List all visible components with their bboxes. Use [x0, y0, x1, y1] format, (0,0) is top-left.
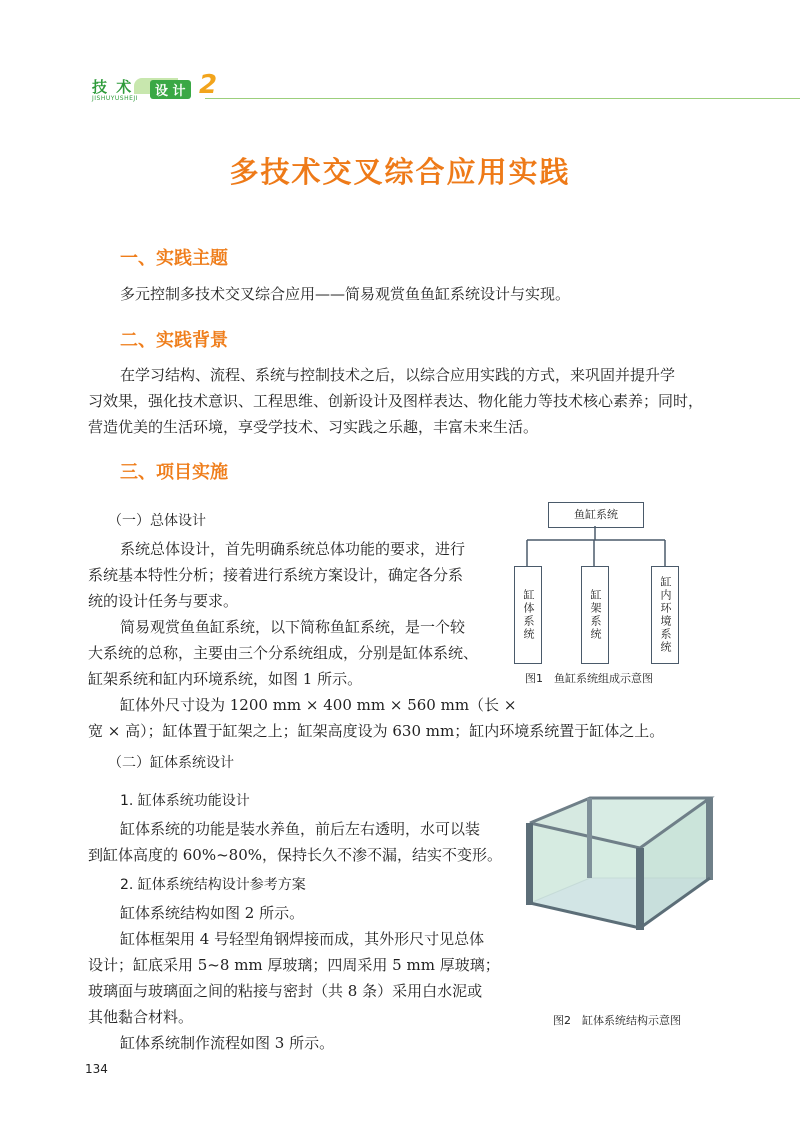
fig1-connectors — [500, 520, 700, 570]
tank-post-back-left — [587, 798, 592, 878]
sub1-line: 缸体外尺寸设为 1200 mm × 400 mm × 560 mm（长 × — [120, 696, 517, 714]
fig1-top-box: 鱼缸系统 — [548, 502, 644, 528]
fig1-caption: 图1 鱼缸系统组成示意图 — [525, 672, 653, 685]
item2-line: 其他黏合材料。 — [88, 1008, 194, 1026]
brand-main: 技 术 — [92, 78, 134, 96]
item2-line: 缸体框架用 4 号轻型角钢焊接而成，其外形尺寸见总体 — [120, 930, 485, 948]
brand-volume: 2 — [199, 70, 218, 100]
subsection1-heading: （一）总体设计 — [108, 513, 206, 529]
sub1-line: 统的设计任务与要求。 — [88, 592, 239, 610]
section1-heading: 一、实践主题 — [120, 248, 228, 269]
figure2-tank-illustration — [515, 778, 725, 958]
section2-line: 在学习结构、流程、系统与控制技术之后，以综合应用实践的方式，来巩固并提升学 — [120, 366, 676, 384]
sub1-line: 系统总体设计，首先明确系统总体功能的要求，进行 — [120, 540, 466, 558]
section1-body: 多元控制多技术交叉综合应用——简易观赏鱼鱼缸系统设计与实现。 — [120, 285, 571, 303]
fig2-caption: 图2 缸体系统结构示意图 — [553, 1014, 681, 1027]
tank-post-back-right — [706, 798, 713, 880]
brand-design: 设 计 — [150, 80, 191, 99]
item1-line: 到缸体高度的 60%~80%，保持长久不渗不漏，结实不变形。 — [88, 846, 503, 864]
page-title: 多技术交叉综合应用实践 — [229, 155, 571, 189]
sub1-line: 大系统的总称，主要由三个分系统组成，分别是缸体系统、 — [88, 644, 479, 662]
header-logo — [92, 70, 222, 104]
sub1-line: 缸架系统和缸内环境系统，如图 1 所示。 — [88, 670, 363, 688]
item2-line: 设计；缸底采用 5~8 mm 厚玻璃；四周采用 5 mm 厚玻璃； — [88, 956, 500, 974]
page-number: 134 — [85, 1062, 108, 1076]
item1-heading: 1. 缸体系统功能设计 — [120, 793, 250, 809]
section2-heading: 二、实践背景 — [120, 330, 228, 351]
item2-line: 缸体系统结构如图 2 所示。 — [120, 904, 305, 922]
section3-heading: 三、项目实施 — [120, 462, 228, 483]
tank-post-front-right — [636, 848, 644, 930]
fig1-sub-box: 缸内环境系统 — [651, 566, 679, 664]
sub1-line: 简易观赏鱼鱼缸系统，以下简称鱼缸系统，是一个较 — [120, 618, 466, 636]
brand-pinyin: JISHUYUSHEJI — [92, 95, 138, 102]
item2-line: 缸体系统制作流程如图 3 所示。 — [120, 1034, 335, 1052]
subsection2-heading: （二）缸体系统设计 — [108, 755, 234, 771]
item2-line: 玻璃面与玻璃面之间的粘接与密封（共 8 条）采用白水泥或 — [88, 982, 483, 1000]
item1-line: 缸体系统的功能是装水养鱼，前后左右透明，水可以装 — [120, 820, 481, 838]
fig1-sub-box: 缸架系统 — [581, 566, 609, 664]
item2-heading: 2. 缸体系统结构设计参考方案 — [120, 877, 306, 893]
tank-post-front-left — [526, 823, 533, 905]
sub1-line: 宽 × 高）；缸体置于缸架之上；缸架高度设为 630 mm；缸内环境系统置于缸体之上。 — [88, 722, 665, 740]
fig1-sub-box: 缸体系统 — [514, 566, 542, 664]
section2-line: 营造优美的生活环境，享受学技术、习实践之乐趣，丰富未来生活。 — [88, 418, 539, 436]
sub1-line: 系统基本特性分析；接着进行系统方案设计，确定各分系 — [88, 566, 464, 584]
section2-line: 习效果，强化技术意识、工程思维、创新设计及图样表达、物化能力等技术核心素养；同时， — [88, 392, 704, 410]
header-rule — [205, 98, 800, 99]
